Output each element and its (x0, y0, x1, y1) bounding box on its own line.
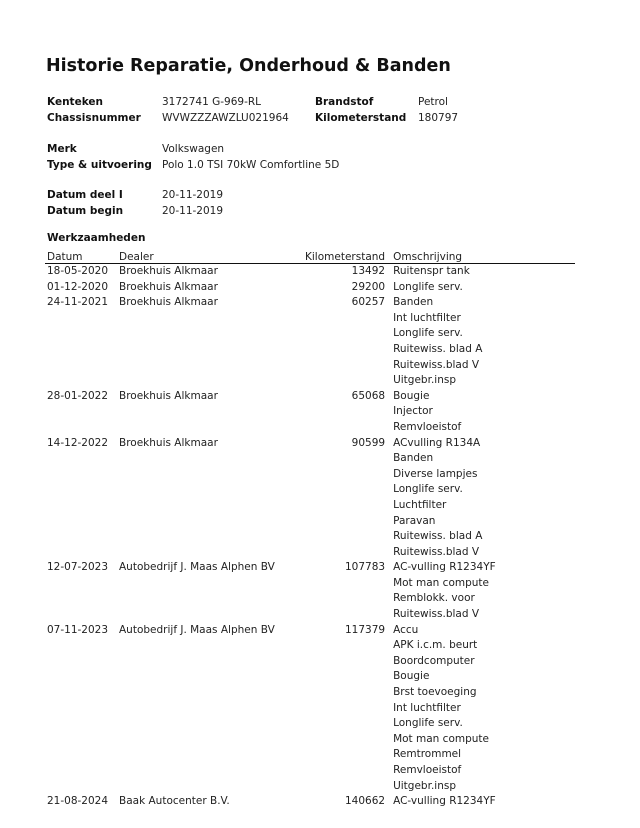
table-row-continuation (45, 467, 575, 483)
cell-omschrijving: Ruitewiss.blad V (393, 358, 480, 371)
cell-dealer (117, 467, 303, 483)
cell-dealer (117, 732, 303, 748)
cell-kilometerstand (303, 373, 391, 389)
cell-dealer: Autobedrijf J. Maas Alphen BV (119, 623, 275, 636)
datum-deel1-label: Datum deel I (47, 189, 123, 201)
table-row-continuation (45, 701, 575, 717)
cell-dealer: Broekhuis Alkmaar (119, 280, 218, 293)
cell-kilometerstand (303, 498, 391, 514)
table-row-continuation (45, 514, 575, 530)
cell-datum (45, 420, 117, 436)
cell-dealer: Broekhuis Alkmaar (119, 389, 218, 402)
cell-kilometerstand: 117379 (344, 623, 386, 636)
cell-datum (45, 701, 117, 717)
cell-kilometerstand (303, 514, 391, 530)
cell-omschrijving: Longlife serv. (393, 280, 463, 293)
cell-dealer (117, 576, 303, 592)
cell-datum: 12-07-2023 (47, 561, 109, 574)
merk-label: Merk (47, 143, 77, 155)
cell-datum (45, 311, 117, 327)
table-row-continuation (45, 669, 575, 685)
table-row (45, 295, 575, 311)
cell-dealer (117, 763, 303, 779)
cell-dealer (117, 669, 303, 685)
cell-dealer: Baak Autocenter B.V. (119, 795, 230, 808)
cell-kilometerstand (303, 685, 391, 701)
table-row-continuation (45, 654, 575, 670)
cell-omschrijving: Mot man compute (393, 576, 489, 589)
cell-kilometerstand: 107783 (344, 561, 386, 574)
cell-datum (45, 607, 117, 623)
kilometerstand-label: Kilometerstand (315, 112, 407, 124)
cell-datum (45, 591, 117, 607)
cell-dealer (117, 701, 303, 717)
table-row (45, 560, 575, 576)
cell-kilometerstand (303, 638, 391, 654)
cell-kilometerstand (303, 451, 391, 467)
cell-datum (45, 467, 117, 483)
cell-datum (45, 779, 117, 795)
cell-kilometerstand (303, 669, 391, 685)
cell-dealer (117, 529, 303, 545)
cell-datum: 24-11-2021 (47, 296, 109, 309)
cell-kilometerstand (303, 482, 391, 498)
cell-dealer: Autobedrijf J. Maas Alphen BV (119, 561, 275, 574)
cell-datum (45, 716, 117, 732)
merk-value: Volkswagen (162, 143, 225, 155)
cell-kilometerstand (303, 607, 391, 623)
cell-kilometerstand (303, 732, 391, 748)
cell-datum (45, 451, 117, 467)
cell-dealer (117, 607, 303, 623)
table-row-continuation (45, 311, 575, 327)
column-header-omschrijving: Omschrijving (391, 248, 575, 264)
cell-omschrijving: Int luchtfilter (393, 701, 461, 714)
cell-kilometerstand (303, 716, 391, 732)
cell-datum: 18-05-2020 (47, 265, 109, 277)
table-row-continuation (45, 763, 575, 779)
cell-dealer: Broekhuis Alkmaar (119, 436, 218, 449)
cell-omschrijving: Uitgebr.insp (393, 374, 456, 387)
type-label: Type & uitvoering (47, 159, 152, 171)
cell-kilometerstand (303, 342, 391, 358)
cell-datum (45, 685, 117, 701)
cell-datum (45, 514, 117, 530)
table-row-continuation (45, 638, 575, 654)
chassis-value: WVWZZZAWZLU021964 (162, 112, 289, 124)
cell-kilometerstand (303, 467, 391, 483)
cell-dealer (117, 591, 303, 607)
cell-omschrijving: Ruitewiss. blad A (393, 342, 483, 355)
cell-omschrijving: Bougie (393, 389, 430, 402)
table-row-continuation (45, 576, 575, 592)
cell-omschrijving: Uitgebr.insp (393, 779, 456, 792)
cell-dealer (117, 747, 303, 763)
cell-kilometerstand (303, 591, 391, 607)
table-row (45, 264, 575, 280)
kenteken-value: 3172741 G-969-RL (162, 96, 262, 108)
table-row (45, 436, 575, 452)
cell-datum: 07-11-2023 (47, 623, 109, 636)
table-row-continuation (45, 607, 575, 623)
cell-omschrijving: Remtrommel (393, 748, 462, 761)
cell-omschrijving: ACvulling R134A (393, 436, 481, 449)
cell-omschrijving: Ruitewiss.blad V (393, 608, 480, 621)
table-row-continuation (45, 404, 575, 420)
cell-omschrijving: Ruitewiss. blad A (393, 530, 483, 543)
cell-kilometerstand: 90599 (351, 436, 386, 449)
cell-kilometerstand (303, 763, 391, 779)
table-row (45, 794, 575, 810)
cell-omschrijving: Longlife serv. (393, 483, 463, 496)
cell-omschrijving: Longlife serv. (393, 327, 463, 340)
cell-kilometerstand (303, 358, 391, 374)
table-row-continuation (45, 747, 575, 763)
cell-kilometerstand (303, 529, 391, 545)
cell-datum (45, 326, 117, 342)
kilometerstand-value: 180797 (418, 112, 459, 124)
cell-omschrijving: Injector (393, 405, 433, 418)
cell-datum (45, 669, 117, 685)
chassis-label: Chassisnummer (47, 112, 141, 124)
cell-kilometerstand: 13492 (351, 265, 386, 277)
cell-datum: 14-12-2022 (47, 436, 109, 449)
table-row-continuation (45, 373, 575, 389)
cell-omschrijving: Luchtfilter (393, 498, 447, 511)
page-title: Historie Reparatie, Onderhoud & Banden (46, 56, 451, 76)
cell-dealer (117, 451, 303, 467)
kenteken-label: Kenteken (47, 96, 103, 108)
table-row (45, 280, 575, 296)
cell-omschrijving: Longlife serv. (393, 717, 463, 730)
table-row-continuation (45, 420, 575, 436)
cell-dealer (117, 545, 303, 561)
cell-omschrijving: APK i.c.m. beurt (393, 639, 478, 652)
cell-dealer: Broekhuis Alkmaar (119, 296, 218, 309)
table-row-continuation (45, 591, 575, 607)
table-row-continuation (45, 326, 575, 342)
cell-omschrijving: Banden (393, 296, 434, 309)
table-row-continuation (45, 716, 575, 732)
cell-omschrijving: Remblokk. voor (393, 592, 475, 605)
table-row-continuation (45, 732, 575, 748)
table-row-continuation (45, 685, 575, 701)
cell-omschrijving: AC-vulling R1234YF (393, 795, 496, 808)
werkzaamheden-table (45, 248, 575, 810)
cell-dealer (117, 404, 303, 420)
table-row-continuation (45, 779, 575, 795)
cell-datum (45, 482, 117, 498)
cell-kilometerstand (303, 404, 391, 420)
cell-omschrijving: Paravan (393, 514, 436, 527)
cell-kilometerstand (303, 747, 391, 763)
cell-omschrijving: Banden (393, 452, 434, 465)
cell-kilometerstand (303, 576, 391, 592)
cell-dealer (117, 358, 303, 374)
table-row-continuation (45, 342, 575, 358)
cell-kilometerstand: 65068 (351, 389, 386, 402)
cell-omschrijving: Ruitenspr tank (393, 265, 470, 277)
cell-dealer (117, 342, 303, 358)
cell-omschrijving: Remvloeistof (393, 764, 462, 776)
table-row-continuation (45, 482, 575, 498)
cell-omschrijving: Remvloeistof (393, 420, 462, 433)
type-value: Polo 1.0 TSI 70kW Comfortline 5D (162, 159, 340, 171)
cell-dealer (117, 638, 303, 654)
cell-kilometerstand (303, 326, 391, 342)
cell-dealer (117, 420, 303, 436)
table-row (45, 389, 575, 405)
table-row-continuation (45, 529, 575, 545)
cell-datum (45, 763, 117, 779)
cell-omschrijving: Bougie (393, 670, 430, 683)
datum-deel1-value: 20-11-2019 (162, 189, 224, 201)
cell-omschrijving: AC-vulling R1234YF (393, 561, 496, 574)
cell-kilometerstand: 29200 (351, 280, 386, 293)
cell-datum (45, 529, 117, 545)
table-row (45, 623, 575, 639)
cell-dealer (117, 685, 303, 701)
cell-dealer (117, 498, 303, 514)
cell-omschrijving: Int luchtfilter (393, 311, 461, 324)
cell-kilometerstand (303, 779, 391, 795)
cell-dealer (117, 373, 303, 389)
cell-datum (45, 545, 117, 561)
cell-omschrijving: Accu (393, 623, 419, 636)
cell-datum (45, 747, 117, 763)
cell-datum (45, 358, 117, 374)
cell-omschrijving: Ruitewiss.blad V (393, 545, 480, 558)
cell-kilometerstand (303, 311, 391, 327)
table-row-continuation (45, 451, 575, 467)
table-header-row (45, 248, 575, 264)
cell-omschrijving: Boordcomputer (393, 654, 475, 667)
cell-datum (45, 654, 117, 670)
table-row-continuation (45, 545, 575, 561)
cell-datum: 01-12-2020 (47, 280, 109, 293)
table-row-continuation (45, 358, 575, 374)
cell-datum (45, 342, 117, 358)
cell-datum: 21-08-2024 (47, 795, 109, 808)
cell-datum (45, 638, 117, 654)
cell-datum (45, 373, 117, 389)
table-body (45, 264, 575, 810)
cell-kilometerstand: 60257 (351, 296, 386, 309)
cell-datum (45, 732, 117, 748)
datum-begin-value: 20-11-2019 (162, 205, 224, 217)
cell-kilometerstand: 140662 (344, 795, 386, 808)
werkzaamheden-title: Werkzaamheden (47, 232, 146, 244)
cell-kilometerstand (303, 420, 391, 436)
brandstof-label: Brandstof (315, 96, 374, 108)
cell-omschrijving: Mot man compute (393, 732, 489, 745)
column-header-dealer: Dealer (117, 248, 303, 264)
cell-dealer (117, 482, 303, 498)
cell-dealer (117, 311, 303, 327)
cell-omschrijving: Diverse lampjes (393, 467, 478, 480)
cell-dealer (117, 716, 303, 732)
cell-kilometerstand (303, 701, 391, 717)
cell-dealer (117, 514, 303, 530)
brandstof-value: Petrol (418, 96, 448, 108)
cell-dealer (117, 654, 303, 670)
cell-dealer (117, 326, 303, 342)
cell-kilometerstand (303, 654, 391, 670)
column-header-datum: Datum (45, 248, 117, 264)
cell-datum (45, 498, 117, 514)
cell-datum (45, 404, 117, 420)
column-header-kilometerstand: Kilometerstand (303, 248, 391, 264)
cell-dealer: Broekhuis Alkmaar (119, 265, 218, 277)
cell-datum (45, 576, 117, 592)
cell-datum: 28-01-2022 (47, 389, 109, 402)
datum-begin-label: Datum begin (47, 205, 124, 217)
cell-dealer (117, 779, 303, 795)
cell-kilometerstand (303, 545, 391, 561)
table-row-continuation (45, 498, 575, 514)
cell-omschrijving: Brst toevoeging (393, 686, 477, 699)
